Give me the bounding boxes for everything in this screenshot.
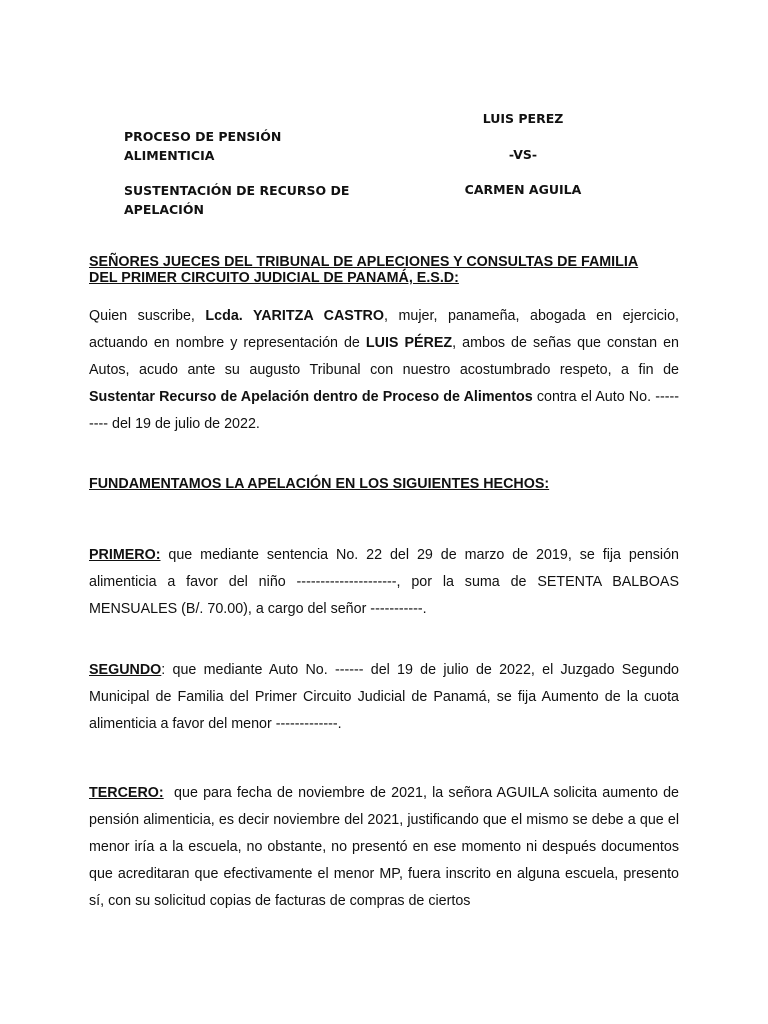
client-name: LUIS PÉREZ: [365, 335, 453, 351]
fact-label: TERCERO:: [89, 785, 164, 801]
fact-text: que mediante sentencia No. 22 del 29 de marzo de 2019, se fija pensión alimenticia a favor del niño ---------------------, por la suma de SETENTA BALBOAS MENSUALES (B/. 70.00), a cargo del señor -----------.: [89, 547, 679, 617]
party-defendant: CARMEN AGUILA: [464, 182, 582, 197]
fact-first: [89, 542, 679, 623]
addressee: [89, 254, 689, 286]
fact-second: [89, 657, 679, 738]
party-plaintiff: LUIS PEREZ: [482, 111, 564, 126]
fact-label: PRIMERO:: [89, 547, 161, 563]
document-type-line-1: SUSTENTACIÓN DE RECURSO DE: [124, 183, 350, 198]
document-type: [124, 181, 364, 219]
addressee-line-2: DEL PRIMER CIRCUITO JUDICIAL DE PANAMÁ, E.S.D:: [89, 270, 459, 286]
case-type-line-2: ALIMENTICIA: [124, 148, 215, 163]
case-type: [124, 127, 364, 165]
intro-text-2: , mujer, panameña, abogada en ejercicio, actuando en nombre y representación de: [89, 308, 680, 351]
purpose-text: Sustentar Recurso de Apelación dentro de Proceso de Alimentos: [89, 389, 533, 405]
addressee-line-1: SEÑORES JUECES DEL TRIBUNAL DE APLECIONES Y CONSULTAS DE FAMILIA: [89, 254, 639, 270]
fact-third: [89, 780, 683, 915]
lawyer-name: Lcda. YARITZA CASTRO: [205, 308, 384, 324]
versus-label: -VS-: [508, 147, 538, 162]
fact-label: SEGUNDO: [89, 662, 162, 678]
intro-text-1: Quien suscribe,: [89, 308, 206, 324]
facts-heading: FUNDAMENTAMOS LA APELACIÓN EN LOS SIGUIENTES HECHOS:: [89, 476, 550, 492]
fact-text: : que mediante Auto No. ------ del 19 de julio de 2022, el Juzgado Segundo Municipal de Familia del Primer Circuito Judicial de Panamá, se fija Aumento de la cuota alimenticia a favor del menor -------------.: [89, 662, 679, 732]
intro-paragraph: [89, 303, 679, 438]
case-type-line-1: PROCESO DE PENSIÓN: [124, 129, 282, 144]
fact-text: que para fecha de noviembre de 2021, la señora AGUILA solicita aumento de pensión alimenticia, es decir noviembre del 2021, justificando que el mismo se debe a que el menor iría a la escuela, no obstante, no presentó en ese momento ni después documentos que acreditaran que efectivamente el menor MP, fuera inscrito en alguna escuela, presento sí, con su solicitud copias de facturas de compras de ciertos: [89, 785, 683, 909]
intro-text-3: , ambos de señas que constan en Autos, acudo ante su augusto Tribunal con nuestro acostumbrado respeto, a fin de: [89, 335, 679, 378]
intro-text-4: contra el Auto No. --------- del 19 de julio de 2022.: [89, 389, 680, 432]
document-type-line-2: APELACIÓN: [124, 202, 204, 217]
